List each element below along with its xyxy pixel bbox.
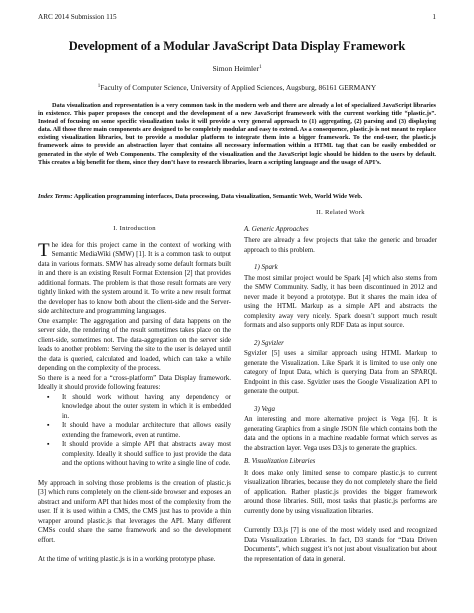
related-paragraph-spark: The most similar project would be Spark [4] which also stems from the SMW Community. Sadly, it has been discontinued in 2012 and never made it beyond a prototype. But it shares the main idea of using the HTML Markup as a simple API and abstracts the complexity away very nicely. Spark doesn’t support much result formats and also supports only RDF Data as input source. [244,273,437,329]
index-terms-label: Index Terms: [38,193,73,200]
list-item [47,421,231,440]
list-item [47,440,231,469]
bullet-icon: ▪ [47,440,50,448]
list-item-text: It should work without having any dependency or knowledge about the outer system in which it is embedded in. [62,392,231,420]
header-submission: ARC 2014 Submission 115 [38,13,117,21]
running-header [38,13,436,23]
author-name: Simon Heimler [212,64,260,73]
subsection-heading-visualization: B. Visualization Libraries [244,457,316,465]
section-heading-introduction: I. Introduction [113,225,156,232]
intro-paragraph-4: My approach in solving those problems is the creation of plastic.js [3] which runs completely on the client-side browser and exposes an abstract and uniform API that hides most of the complexity from the user. If it is used within a CMS, the CMS just has to provide a thin wrapper around plastic.js that leverages the API. Many different CMSs could share the same framework and so the development effort. [38,478,231,544]
intro-paragraph-1-text: he idea for this project came in the context of working with Semantic MediaWiki (SMW) [1]. It is a common task to output data in various formats. SMW has already some default formats built in and there is an existing Result Format Extension [2] that provides additional formats. The problem is that those result formats are very tightly linked with the system around it. To write a new result format the developer has to know both about the client-side and the Server-side architecture and programming languages. [38,240,231,315]
index-terms-text: Application programming interfaces, Data processing, Data visualization, Semantic Web, World Wide Web. [73,193,363,200]
right-column [244,208,437,564]
affiliation-mark: 1 [97,84,101,89]
abstract: Data visualization and representation is a very common task in the modern web and there are already a lot of specialized JavaScript libraries in existence. This paper proposes the concept and the development of a new JavaScript framework with the current working title “plastic.js”. Instead of focusing on some specific visualization tasks it will provide a very general approach to (1) aggregating, (2) parsing and (3) displaying data. All those three main components are designed to be completely modular and easy to extend. As a consequence, plastic.js is not meant to replace existing visualization libraries, but to provide a modular platform to integrate them into a bigger framework. To the end-user, the plastic.js framework aims to provide an abstraction layer that contains all necessary information within a HTML tag that can be easily embedded or generated in the style of Web Components. The complexity of the visualization and the JavaScript logic should be hidden to the users by default. This creates a big benefit for them, since they don’t have to research libraries, learn a scripting language and the usage of API’s. [38,102,436,166]
intro-paragraph-1 [38,241,231,317]
author-mark: 1 [259,65,262,70]
page-number: 1 [432,13,436,21]
subsubsection-heading-vega: 3) Vega [254,404,275,413]
bullet-icon: ▪ [47,421,50,429]
list-item-text: It should provide a simple API that abstracts away most complexity. Ideally it should suffice to just provide the data and the options without having to write a single line of code. [62,440,231,467]
feature-list [38,393,231,469]
related-paragraph-libraries-1: It does make only limited sense to compare plastic.js to current visualization libraries, because they do not completely share the field of application. Rather plastic.js provides the bigger framework around those libraries. Still, most tasks that plastic.js performs are currently done by using visualization libraries. [244,468,437,515]
subsubsection-heading-spark: 1) Spark [254,263,278,271]
bullet-icon: ▪ [47,392,50,401]
paper-title: Development of a Modular JavaScript Data Display Framework [68,39,406,53]
intro-paragraph-2: One example: The aggregation and parsing of data happens on the server side, the rendering of the result sometimes takes place on the client-side, sometimes not. The data-aggregation on the server side leads to another problem: Serving the site to the user is delayed until the data is queried, calculated and loaded, which can take a while depending on the complexity of the process. [38,316,231,372]
index-terms [38,193,438,201]
list-item-text: It should have a modular architecture that allows easily extending the framework, even at runtime. [62,421,231,439]
related-paragraph-vega: An interesting and more alternative project is Vega [6]. It is generating Graphics from a single JSON file which contains both the data and the options in a machine readable format which serves as the abstraction layer. Vega uses D3.js to generate the graphics. [244,415,437,452]
list-item [47,392,231,422]
intro-paragraph-5: At the time of writing plastic.js is in a working prototype phase. [38,555,216,563]
section-heading-related-work: II. Related Work [316,209,365,216]
intro-paragraph-3: So there is a need for a “cross-platform” Data Display framework. Ideally it should provide following features: [38,373,231,391]
subsection-heading-generic: A. Generic Approaches [244,224,309,233]
affiliation [0,83,474,92]
affiliation-text: Faculty of Computer Science, University of Applied Sciences, Augsburg, 86161 GERMANY [100,83,377,92]
author [0,64,474,73]
subsubsection-heading-sgvizler: 2) Sgvizler [254,338,284,347]
related-paragraph-sgvizler: Sgvizler [5] uses a similar approach using HTML Markup to generate the Visualization. Like Spark it is limited to use only one category of Input Data, which is querying Data from an SPARQL Endpoint in this case. Sgvizler uses the Google Visualization API to generate the output. [244,349,437,395]
related-paragraph-generic: There are already a few projects that take the generic and broader approach to this problem. [244,236,437,254]
drop-cap: T [38,239,50,261]
left-column [38,224,231,565]
related-paragraph-libraries-2: Currently D3.js [7] is one of the most widely used and recognized Data Visualization Libraries. In fact, D3 stands for “Data Driven Documents”, which suggest it’s not just about visualization but about the representation of data in general. [244,526,437,563]
